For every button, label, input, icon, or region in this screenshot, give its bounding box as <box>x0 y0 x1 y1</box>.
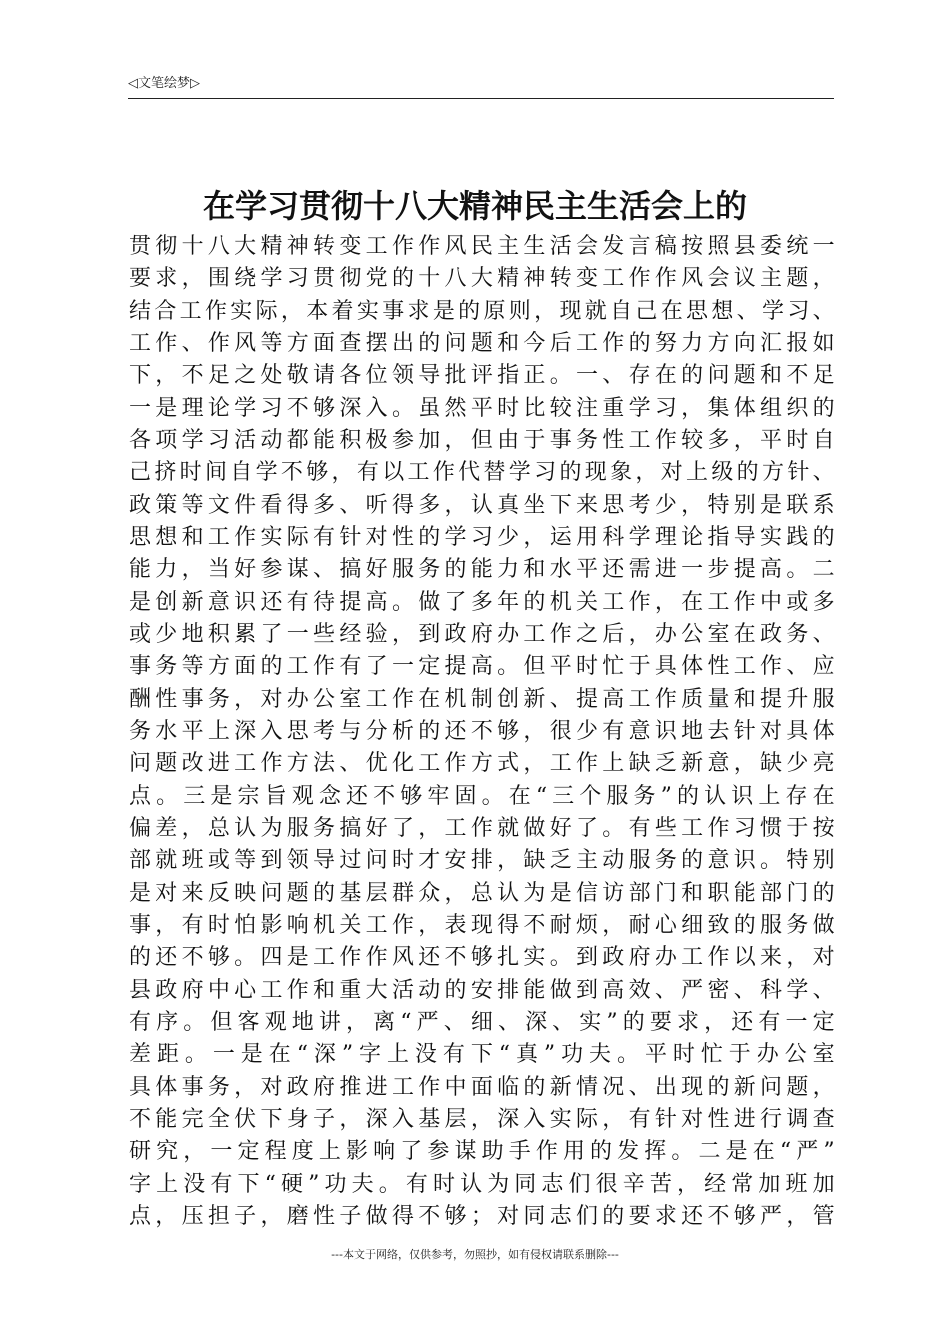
body-line: 一是理论学习不够深入。虽然平时比较注重学习，集体组织的 <box>129 395 835 421</box>
body-line: 事务等方面的工作有了一定提高。但平时忙于具体性工作、应 <box>129 654 835 680</box>
body-line: 是对来反映问题的基层群众，总认为是信访部门和职能部门的 <box>129 880 835 906</box>
body-line: 政策等文件看得多、听得多，认真坐下来思考少，特别是联系 <box>129 492 835 518</box>
page-header <box>128 76 834 99</box>
body-line: 思想和工作实际有针对性的学习少，运用科学理论指导实践的 <box>129 524 835 550</box>
body-line: 下，不足之处敬请各位领导批评指正。一、存在的问题和不足 <box>129 363 835 389</box>
body-line: 己挤时间自学不够，有以工作代替学习的现象，对上级的方针、 <box>129 460 835 486</box>
body-line: 字上没有下“硬”功夫。有时认为同志们很辛苦，经常加班加 <box>129 1171 835 1197</box>
body-line: 能力，当好参谋、搞好服务的能力和水平还需进一步提高。二 <box>129 557 835 583</box>
body-line: 部就班或等到领导过问时才安排，缺乏主动服务的意识。特别 <box>129 848 835 874</box>
body-line: 问题改进工作方法、优化工作方式，工作上缺乏新意，缺少亮 <box>129 751 835 777</box>
body-line: 县政府中心工作和重大活动的安排能做到高效、严密、科学、 <box>129 977 835 1003</box>
body-line: 结合工作实际，本着实事求是的原则，现就自己在思想、学习、 <box>129 298 835 324</box>
body-line: 不能完全伏下身子，深入基层，深入实际，有针对性进行调查 <box>129 1106 835 1132</box>
body-line: 务水平上深入思考与分析的还不够，很少有意识地去针对具体 <box>129 718 835 744</box>
body-line: 要求，围绕学习贯彻党的十八大精神转变工作作风会议主题， <box>129 266 835 292</box>
body-line: 点，压担子，磨性子做得不够；对同志们的要求还不够严，管 <box>129 1203 835 1229</box>
body-line: 有序。但客观地讲，离“严、细、深、实”的要求，还有一定 <box>129 1009 835 1035</box>
body-line: 偏差，总认为服务搞好了，工作就做好了。有些工作习惯于按 <box>129 815 835 841</box>
body-line: 酬性事务，对办公室工作在机制创新、提高工作质量和提升服 <box>129 686 835 712</box>
document-title: 在学习贯彻十八大精神民主生活会上的 <box>202 187 747 225</box>
body-line: 事，有时怕影响机关工作，表现得不耐烦，耐心细致的服务做 <box>129 912 835 938</box>
body-line: 各项学习活动都能积极参加，但由于事务性工作较多，平时自 <box>129 427 835 453</box>
body-line: 的还不够。四是工作作风还不够扎实。到政府办工作以来，对 <box>129 945 835 971</box>
body-line: 或少地积累了一些经验，到政府办工作之后，办公室在政务、 <box>129 621 835 647</box>
body-line: 具体事务，对政府推进工作中面临的新情况、出现的新问题， <box>129 1074 835 1100</box>
page-footer: ---本文于网络，仅供参考，勿照抄，如有侵权请联系删除--- <box>331 1248 619 1261</box>
body-line: 差距。一是在“深”字上没有下“真”功夫。平时忙于办公室 <box>129 1042 835 1068</box>
body-line: 是创新意识还有待提高。做了多年的机关工作，在工作中或多 <box>129 589 835 615</box>
header-text: ◁文笔绘梦▷ <box>128 76 200 91</box>
body-line: 工作、作风等方面查摆出的问题和今后工作的努力方向汇报如 <box>129 330 835 356</box>
document-body <box>129 231 835 1233</box>
body-line: 贯彻十八大精神转变工作作风民主生活会发言稿按照县委统一 <box>129 234 835 259</box>
body-line: 研究，一定程度上影响了参谋助手作用的发挥。二是在“严” <box>129 1139 835 1165</box>
body-line: 点。三是宗旨观念还不够牢固。在“三个服务”的认识上存在 <box>129 783 835 809</box>
